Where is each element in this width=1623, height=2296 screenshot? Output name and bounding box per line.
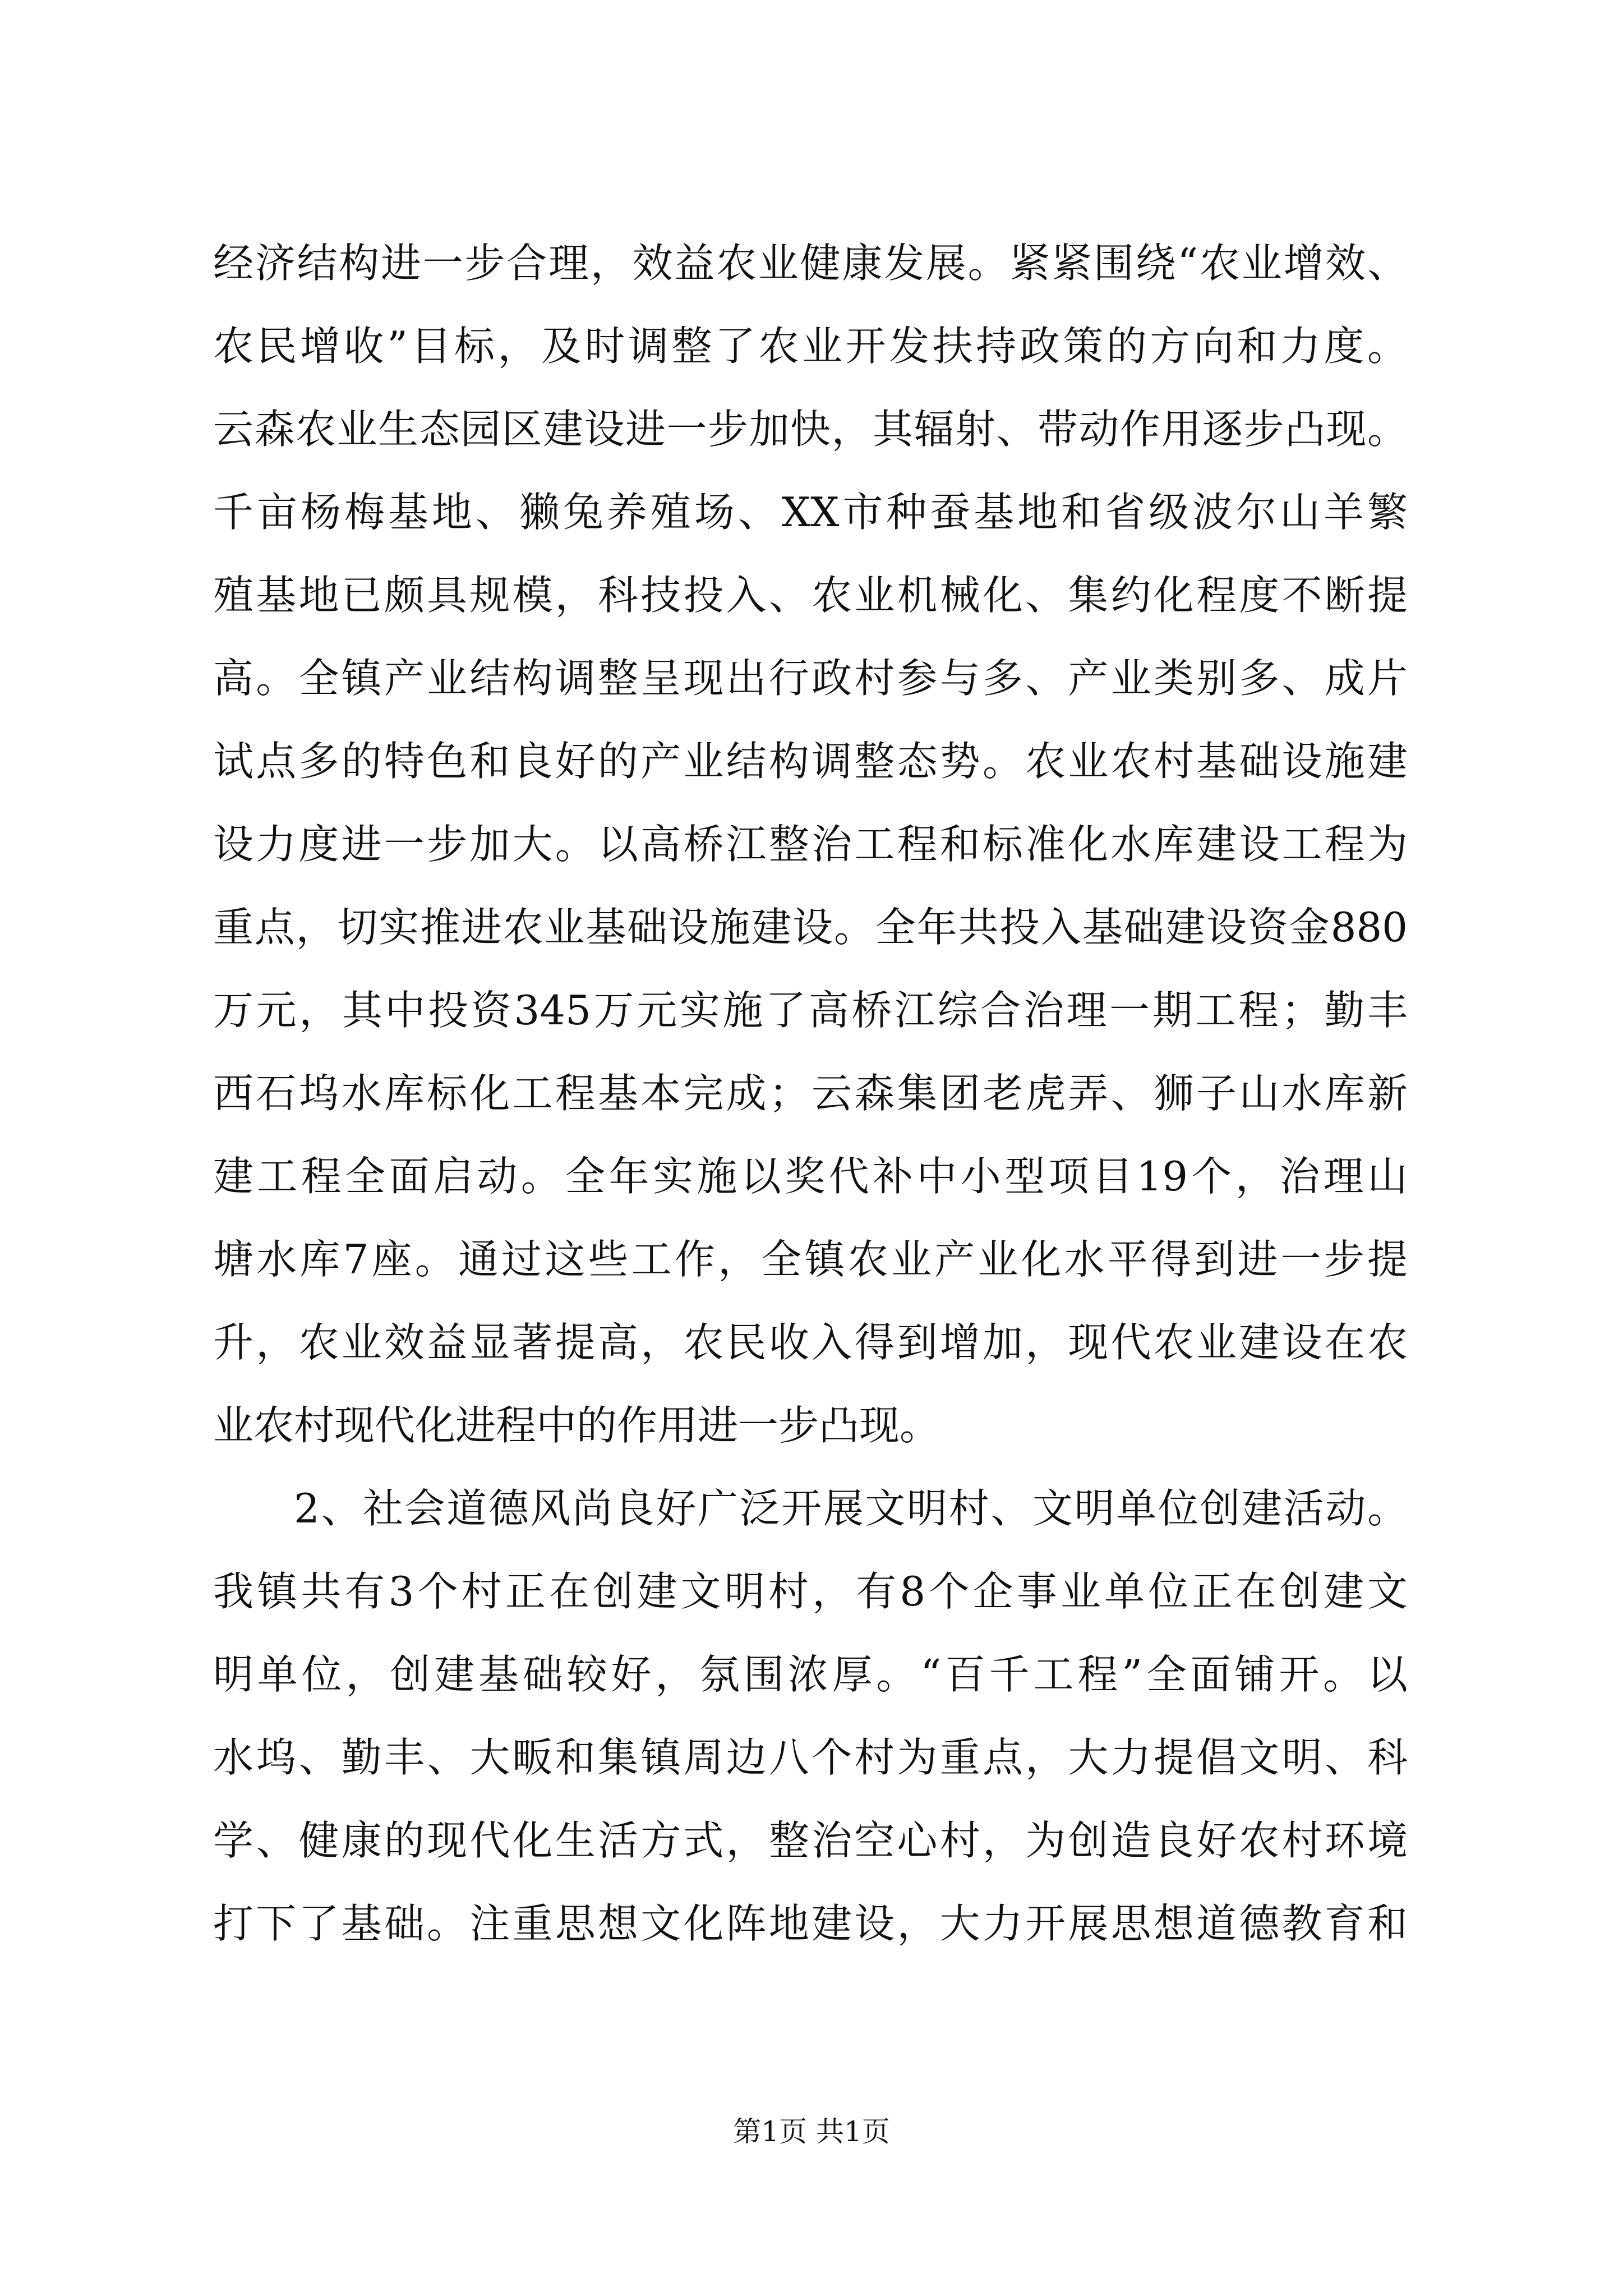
body-text [213, 222, 1408, 1965]
text-line: 我镇共有3个村正在创建文明村，有8个企事业单位正在创建文 [213, 1568, 1408, 1615]
page-footer [0, 2115, 1623, 2148]
text-line: 明单位，创建基础较好，氛围浓厚。“百千工程”全面铺开。以 [213, 1651, 1408, 1698]
text-line: 塘水库7座。通过这些工作，全镇农业产业化水平得到进一步提 [213, 1236, 1408, 1283]
text-line: 经济结构进一步合理，效益农业健康发展。紧紧围绕“农业增效、 [213, 240, 1408, 287]
text-line: 业农村现代化进程中的作用进一步凸现。 [213, 1402, 940, 1449]
text-line: 西石坞水库标化工程基本完成；云森集团老虎弄、狮子山水库新 [213, 1070, 1408, 1117]
text-line: 试点多的特色和良好的产业结构调整态势。农业农村基础设施建 [213, 738, 1408, 785]
text-line: 高。全镇产业结构调整呈现出行政村参与多、产业类别多、成片 [213, 655, 1408, 702]
paragraph-first-line: 2、社会道德风尚良好广泛开展文明村、文明单位创建活动。 [294, 1485, 1408, 1532]
text-line: 水坞、勤丰、大畈和集镇周边八个村为重点，大力提倡文明、科 [213, 1734, 1408, 1781]
text-line: 万元，其中投资345万元实施了高桥江综合治理一期工程；勤丰 [213, 987, 1408, 1034]
text-line: 云森农业生态园区建设进一步加快，其辐射、带动作用逐步凸现。 [213, 406, 1408, 453]
text-line: 重点，切实推进农业基础设施建设。全年共投入基础建设资金880 [213, 904, 1408, 951]
text-line: 农民增收”目标，及时调整了农业开发扶持政策的方向和力度。 [213, 323, 1408, 370]
text-line: 设力度进一步加大。以高桥江整治工程和标准化水库建设工程为 [213, 821, 1408, 868]
text-line: 建工程全面启动。全年实施以奖代补中小型项目19个，治理山 [213, 1153, 1408, 1200]
text-line: 殖基地已颇具规模，科技投入、农业机械化、集约化程度不断提 [213, 572, 1408, 619]
text-line: 千亩杨梅基地、獭兔养殖场、XX市种蚕基地和省级波尔山羊繁 [213, 489, 1408, 536]
page-number-label: 第1页 共1页 [733, 2115, 890, 2148]
text-line: 打下了基础。注重思想文化阵地建设，大力开展思想道德教育和 [213, 1900, 1408, 1947]
text-line: 学、健康的现代化生活方式，整治空心村，为创造良好农村环境 [213, 1817, 1408, 1864]
text-line: 升，农业效益显著提高，农民收入得到增加，现代农业建设在农 [213, 1319, 1408, 1366]
